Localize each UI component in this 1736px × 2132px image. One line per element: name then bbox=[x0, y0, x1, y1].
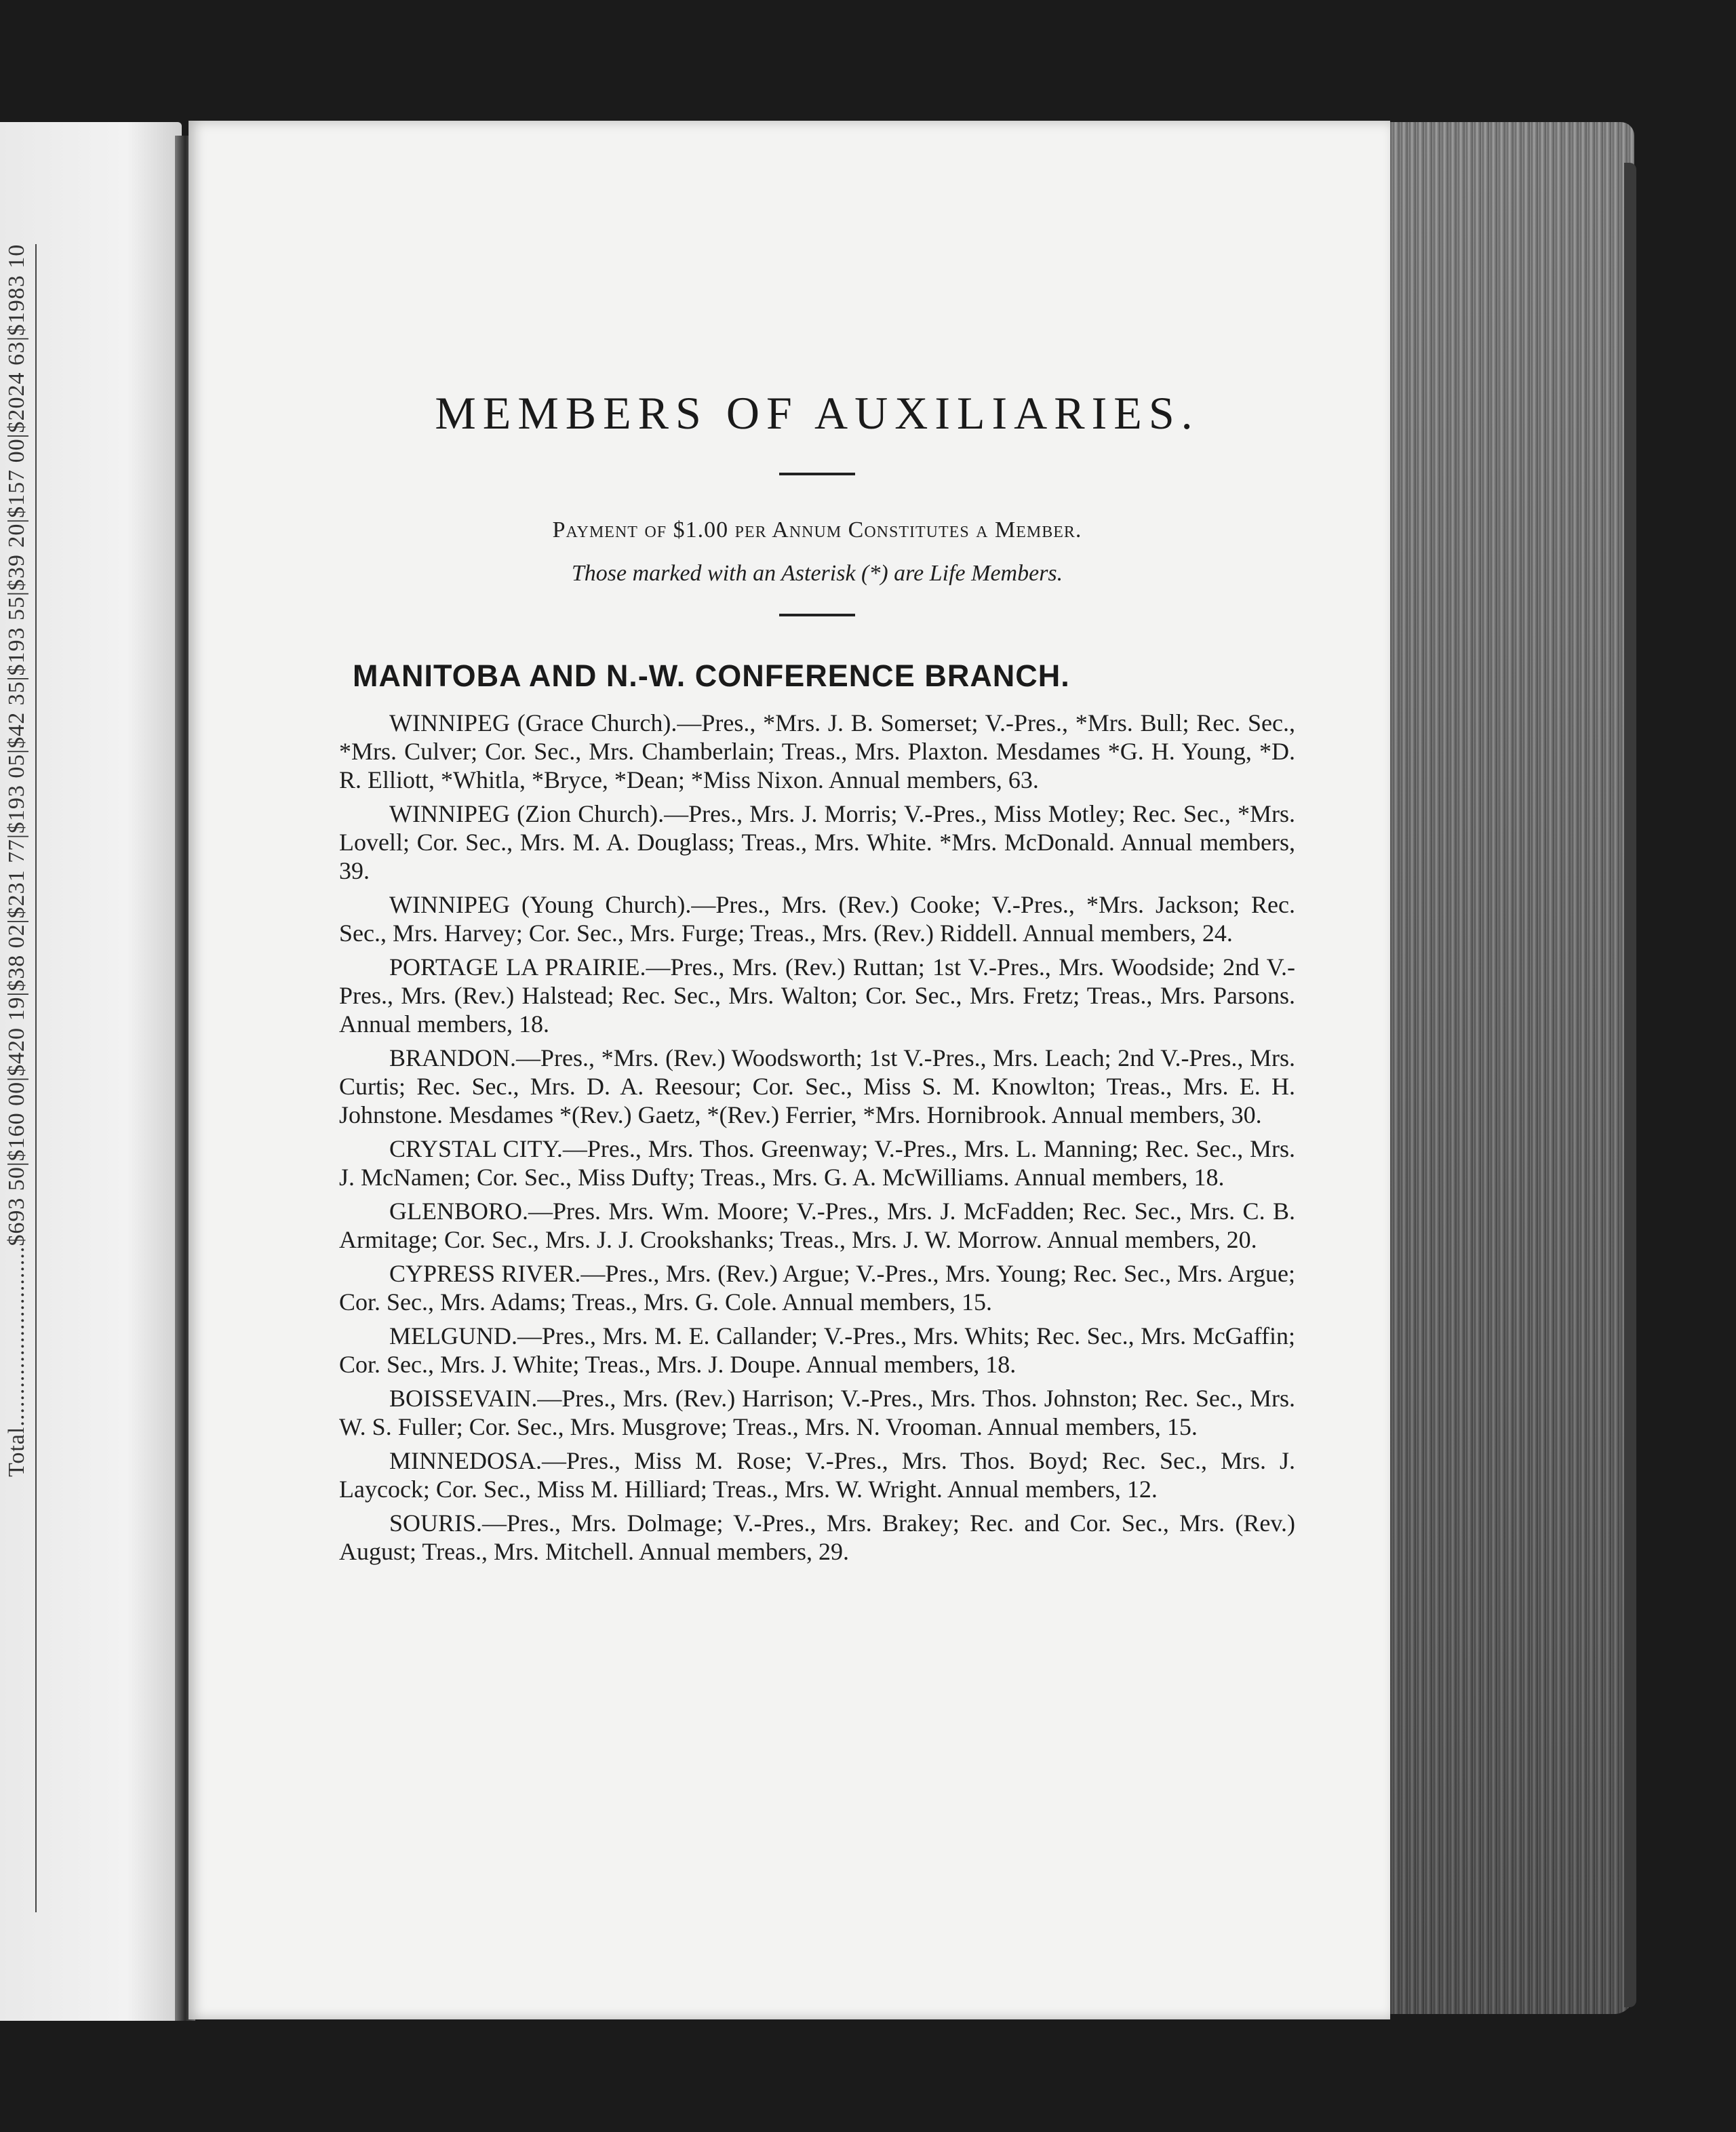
auxiliary-list bbox=[339, 709, 1295, 1566]
auxiliary-entry-winnipeg-zion: WINNIPEG (Zion Church).—Pres., Mrs. J. Morris; V.-Pres., Miss Motley; Rec. Sec., *Mrs. Lovell; Cor. Sec., Mrs. M. A. Douglass; Treas., Mrs. White. *Mrs. McDonald. Annual members, 39. bbox=[339, 800, 1295, 884]
auxiliary-entry-cypress-river: CYPRESS RIVER.—Pres., Mrs. (Rev.) Argue; V.-Pres., Mrs. Young; Rec. Sec., Mrs. Argue; Cor. Sec., Mrs. Adams; Treas., Mrs. G. Cole. Annual members, 15. bbox=[339, 1260, 1295, 1316]
auxiliary-entry-melgund: MELGUND.—Pres., Mrs. M. E. Callander; V.-Pres., Mrs. Whits; Rec. Sec., Mrs. McGaffin; Cor. Sec., Mrs. J. White; Treas., Mrs. J. Doupe. Annual members, 18. bbox=[339, 1322, 1295, 1378]
auxiliary-entry-winnipeg-grace: WINNIPEG (Grace Church).—Pres., *Mrs. J. B. Somerset; V.-Pres., *Mrs. Bull; Rec. Sec., *Mrs. Culver; Cor. Sec., Mrs. Chamberlain; Treas., Mrs. Plaxton. Mesdames *G. H. Young, *D. R. Elliott, *Whitla, *Bryce, *Dean; *Miss Nixon. Annual members, 63. bbox=[339, 709, 1295, 793]
left-page-rule bbox=[35, 244, 37, 1912]
book-page-edges bbox=[1383, 122, 1634, 2014]
page-title: MEMBERS OF AUXILIARIES. bbox=[435, 387, 1200, 439]
auxiliary-entry-crystal-city: CRYSTAL CITY.—Pres., Mrs. Thos. Greenway; V.-Pres., Mrs. L. Manning; Rec. Sec., Mrs. J. McNamen; Cor. Sec., Miss Dufty; Treas., Mrs. G. A. McWilliams. Annual members, 18. bbox=[339, 1135, 1295, 1191]
branch-heading: MANITOBA AND N.-W. CONFERENCE BRANCH. bbox=[353, 658, 1070, 693]
auxiliary-entry-brandon: BRANDON.—Pres., *Mrs. (Rev.) Woodsworth; 1st V.-Pres., Mrs. Leach; 2nd V.-Pres., Mrs. Curtis; Rec. Sec., Mrs. D. A. Reesour; Cor. Sec., Miss S. M. Knowlton; Treas., Mrs. E. H. Johnstone. Mesdames *(Rev.) Gaetz, *(Rev.) Ferrier, *Mrs. Hornibrook. Annual members, 30. bbox=[339, 1044, 1295, 1128]
section-divider bbox=[779, 614, 855, 616]
auxiliary-entry-winnipeg-young: WINNIPEG (Young Church).—Pres., Mrs. (Rev.) Cooke; V.-Pres., *Mrs. Jackson; Rec. Sec., Mrs. Harvey; Cor. Sec., Mrs. Furge; Treas., Mrs. (Rev.) Riddell. Annual members, 24. bbox=[339, 891, 1295, 947]
asterisk-note: Those marked with an Asterisk (*) are Life Members. bbox=[571, 561, 1063, 586]
auxiliary-entry-souris: SOURIS.—Pres., Mrs. Dolmage; V.-Pres., Mrs. Brakey; Rec. and Cor. Sec., Mrs. (Rev.) August; Treas., Mrs. Mitchell. Annual members, 29. bbox=[339, 1509, 1295, 1565]
book-cover-edge bbox=[1624, 163, 1636, 2007]
auxiliary-entry-minnedosa: MINNEDOSA.—Pres., Miss M. Rose; V.-Pres., Mrs. Thos. Boyd; Rec. Sec., Mrs. J. Laycock; Cor. Sec., Miss M. Hilliard; Treas., Mrs. W. Wright. Annual members, 12. bbox=[339, 1447, 1295, 1503]
auxiliary-entry-portage-la-prairie: PORTAGE LA PRAIRIE.—Pres., Mrs. (Rev.) Ruttan; 1st V.-Pres., Mrs. Woodside; 2nd V.-Pres., Mrs. (Rev.) Halstead; Rec. Sec., Mrs. Walton; Cor. Sec., Mrs. Fretz; Treas., Mrs. Parsons. Annual members, 18. bbox=[339, 953, 1295, 1038]
auxiliary-entry-glenboro: GLENBORO.—Pres. Mrs. Wm. Moore; V.-Pres., Mrs. J. McFadden; Rec. Sec., Mrs. C. B. Armitage; Cor. Sec., Mrs. J. J. Crookshanks; Treas., Mrs. J. W. Morrow. Annual members, 20. bbox=[339, 1198, 1295, 1253]
page-content bbox=[339, 387, 1295, 1571]
left-page-margin-text: Total............................$693 50|$160 00|$420 19|$38 02|$231 77|$193 05|$42 35|$193 55|$39 20|$157 00|$2024 63|$1983 10 bbox=[4, 244, 29, 1478]
title-divider bbox=[779, 473, 855, 475]
payment-note: Payment of $1.00 per Annum Constitutes a Member. bbox=[552, 517, 1082, 542]
auxiliary-entry-boissevain: BOISSEVAIN.—Pres., Mrs. (Rev.) Harrison; V.-Pres., Mrs. Thos. Johnston; Rec. Sec., Mrs. W. S. Fuller; Cor. Sec., Mrs. Musgrove; Treas., Mrs. N. Vrooman. Annual members, 15. bbox=[339, 1385, 1295, 1440]
